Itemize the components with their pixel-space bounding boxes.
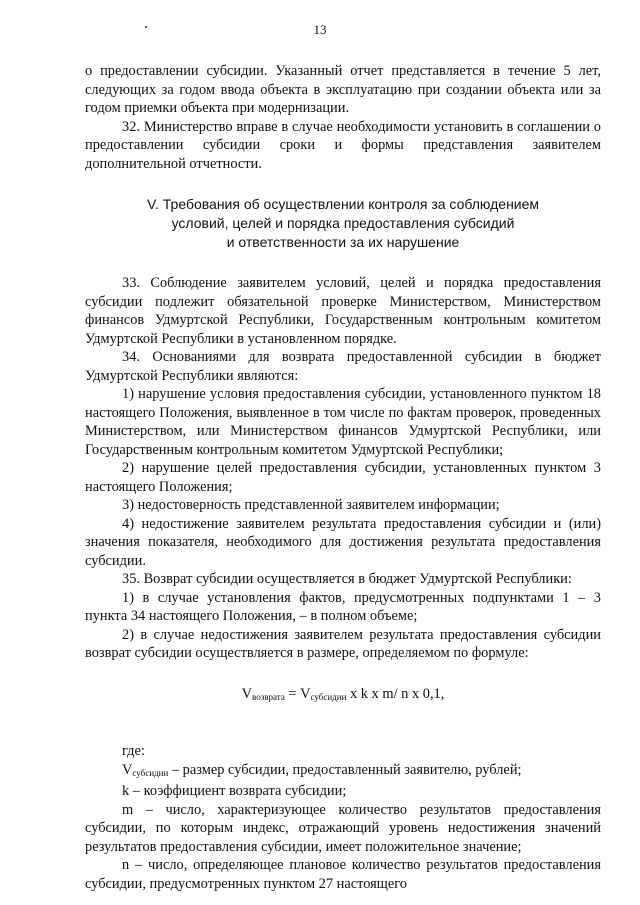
section-title-line: условий, целей и порядка предоставления субсидий [171, 215, 515, 231]
paragraph-33: 33. Соблюдение заявителем условий, целей и порядка предоставления субсидии подлежит обязательной проверке Министерством, Министерством финансов Удмуртской Республики, Государственным контрольным комитетом Удмуртской Республики в установленном порядке. [85, 275, 601, 347]
formula-equals: = [284, 685, 301, 702]
formula-rest: x k x m/ n x 0,1, [346, 685, 445, 702]
formula-rhs-subscript: субсидии [310, 691, 347, 702]
page-content [85, 62, 601, 893]
definition-m: m – число, характеризующее количество результатов предоставления субсидии, по которым индекс, отражающий уровень недостижения значений результатов предоставления субсидии, имеет положительное значение; [85, 801, 601, 855]
paragraph-35: 35. Возврат субсидии осуществляется в бюджет Удмуртской Республики: [122, 571, 572, 587]
paragraph-32: 32. Министерство вправе в случае необходимости установить в соглашении о предоставлении субсидии сроки и формы представления заявителем дополнительной отчетности. [85, 118, 601, 172]
section-title-line: и ответственности за их нарушение [226, 234, 460, 250]
paragraph-continued: о предоставлении субсидии. Указанный отчет представляется в течение 5 лет, следующих за годом ввода объекта в эксплуатацию при создании объекта или за годом приемки объекта при модернизации. [85, 63, 601, 116]
paragraph-34-item-2: 2) нарушение целей предоставления субсидии, установленных пунктом 3 настоящего Положения; [85, 460, 601, 495]
definition-v-text: – размер субсидии, предоставленный заявителю, рублей; [168, 761, 522, 778]
paragraph-34-item-4: 4) недостижение заявителем результата предоставления субсидии и (или) значения показателя, необходимого для достижения результата предоставления субсидии. [85, 515, 601, 569]
formula-rhs-symbol: V [300, 685, 311, 702]
formula-lhs-subscript: возврата [252, 691, 285, 702]
section-title [85, 195, 601, 252]
paragraph-34-item-3: 3) недостоверность представленной заявителем информации; [122, 497, 500, 513]
page-number: 13 [313, 22, 327, 37]
paragraph-35-item-2: 2) в случае недостижения заявителем результата предоставления субсидии возврат субсидии осуществляется в размере, определяемом по формуле: [85, 626, 601, 661]
definition-v [85, 761, 601, 783]
paragraph-34: 34. Основаниями для возврата предоставленной субсидии в бюджет Удмуртской Республики являются: [85, 349, 601, 384]
paragraph-35-item-1: 1) в случае установления фактов, предусмотренных подпунктами 1 – 3 пункта 34 настоящего Положения, – в полном объеме; [85, 589, 601, 624]
section-title-line: V. Требования об осуществлении контроля за соблюдением [146, 196, 540, 212]
definition-k: k – коэффициент возврата субсидии; [122, 783, 347, 799]
paragraph-34-item-1: 1) нарушение условия предоставления субсидии, установленного пунктом 18 настоящего Положения, выявленное в том числе по фактам проверок, проведенных Министерством, или Министерством финансов Удмуртской Республики, или Государственным контрольным комитетом Удмуртской Республики; [85, 386, 601, 458]
definition-n: n – число, определяющее плановое количество результатов предоставления субсидии, предусмотренных пунктом 27 настоящего [85, 857, 601, 892]
definition-v-symbol: V [122, 761, 133, 778]
definition-v-subscript: субсидии [132, 767, 169, 778]
formula-lhs-symbol: V [241, 685, 253, 702]
definitions-where: где: [122, 743, 145, 759]
formula [85, 685, 601, 707]
